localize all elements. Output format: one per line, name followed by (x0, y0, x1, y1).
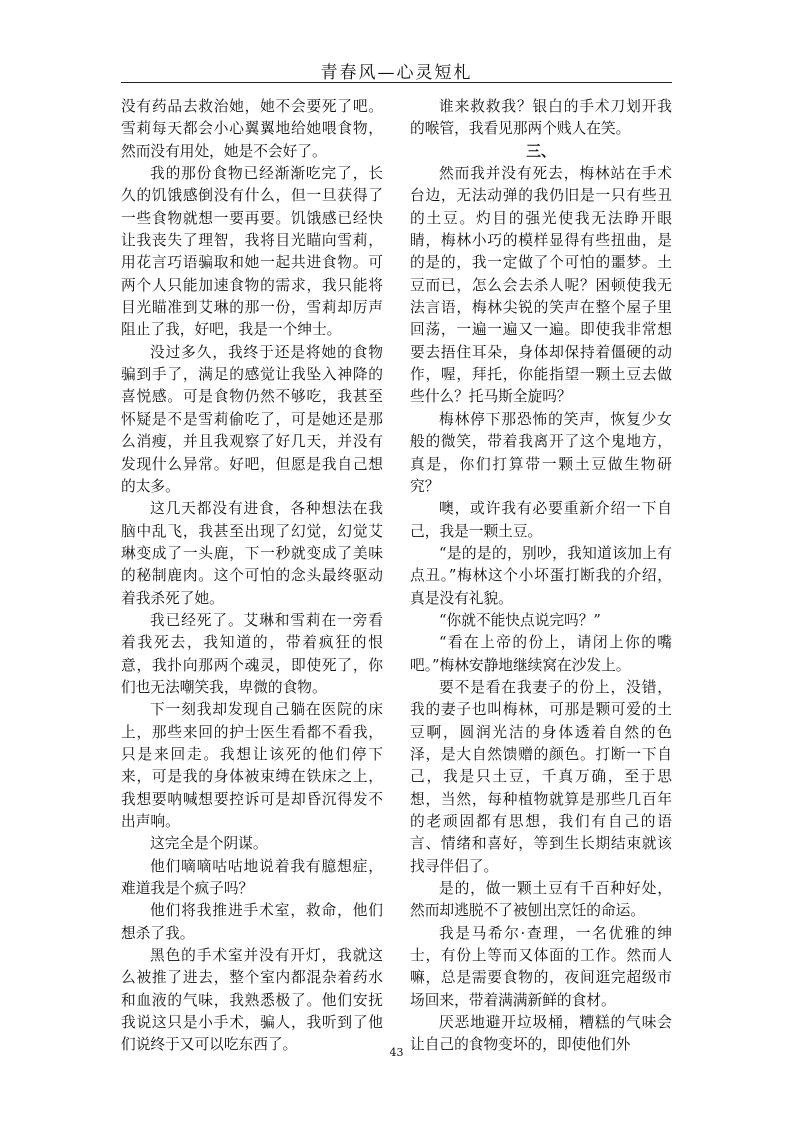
right-column (410, 96, 672, 1057)
paragraph: 我是马希尔·查理，一名优雅的绅士，有份上等而又体面的工作。然而人嘛，总是需要食物的，夜间逛完超级市场回来，带着满满新鲜的食材。 (410, 924, 672, 1009)
paragraph: 这几天都没有进食，各种想法在我脑中乱飞，我甚至出现了幻觉，幻觉艾琳变成了一头鹿，下一秒就变成了美味的秘制鹿肉。这个可怕的念头最终驱动着我杀死了她。 (121, 500, 383, 607)
paragraph: 我已经死了。艾琳和雪莉在一旁看着我死去，我知道的，带着疯狂的恨意，我扑向那两个魂灵，即使死了，你们也无法嘲笑我，卑微的食物。 (121, 611, 383, 696)
paragraph: 要不是看在我妻子的份上，没错，我的妻子也叫梅林，可那是颗可爱的土豆啊，圆润光洁的身体透着自然的色泽，是大自然馈赠的颜色。打断一下自己，我是只土豆，千真万确，至于思想，当然，每种植物就算是那些几百年的老顽固都有思想，我们有自己的语言、情绪和喜好，等到生长期结束就该找寻伴侣了。 (410, 678, 672, 875)
paragraph: 没有药品去救治她，她不会要死了吧。雪莉每天都会小心翼翼地给她喂食物，然而没有用处，她是不会好了。 (121, 98, 383, 160)
paragraph: “你就不能快点说完吗？” (439, 611, 601, 629)
section-heading: 三、 (526, 142, 556, 160)
left-column (121, 96, 383, 1057)
paragraph: 没过多久，我终于还是将她的食物骗到手了，满足的感觉让我坠入神降的喜悦感。可是食物仍然不够吃，我甚至怀疑是不是雪莉偷吃了，可是她还是那么消瘦，并且我观察了好几天，并没有发现什么异常。好吧，但愿是我自己想的太多。 (121, 343, 383, 495)
paragraph: 这完全是个阴谋。 (150, 835, 268, 853)
paragraph: 下一刻我却发现自己躺在医院的床上，那些来回的护士医生看都不看我，只是来回走。我想让该死的他们停下来，可是我的身体被束缚在铁床之上，我想要呐喊想要控诉可是却昏沉得发不出声响。 (121, 701, 383, 830)
paragraph: “看在上帝的份上，请闭上你的嘴吧。”梅林安静地继续窝在沙发上。 (410, 634, 672, 674)
paragraph: 他们将我推进手术室，救命，他们想杀了我。 (121, 902, 383, 942)
paragraph: 谁来救救我？银白的手术刀划开我的喉管，我看见那两个贱人在笑。 (410, 98, 672, 138)
paragraph: 是的，做一颗土豆有千百种好处，然而却逃脱不了被刨出烹饪的命运。 (410, 880, 672, 920)
paragraph: 他们嘀嘀咕咕地说着我有臆想症，难道我是个疯子吗？ (121, 857, 383, 898)
paragraph: “是的是的，别吵，我知道该加上有点丑。”梅林这个小坏蛋打断我的介绍，真是没有礼貌。 (410, 544, 672, 607)
page-number: 43 (389, 1046, 404, 1059)
paragraph: 然而我并没有死去，梅林站在手术台边，无法动弹的我仍旧是一只有些丑的土豆。灼目的强光使我无法睁开眼睛，梅林小巧的模样显得有些扭曲，是的是的，我一定做了个可怕的噩梦。土豆而已，怎么会去杀人呢？困顿使我无法言语，梅林尖锐的笑声在整个屋子里回荡，一遍一遍又一遍。即使我非常想要去捂住耳朵，身体却保持着僵硬的动作，喔，拜托，你能指望一颗土豆去做些什么？托马斯全旋吗？ (410, 165, 672, 406)
running-header-title: 青春风—心灵短札 (320, 63, 473, 83)
paragraph: 厌恶地避开垃圾桶，糟糕的气味会让自己的食物变坏的，即使他们外 (410, 1014, 672, 1054)
paragraph: 黑色的手术室并没有开灯，我就这么被推了进去，整个室内都混杂着药水和血液的气味，我熟悉极了。他们安抚我说这只是小手术，骗人，我听到了他们说终于又可以吃东西了。 (121, 947, 383, 1054)
paragraph: 我的那份食物已经渐渐吃完了，长久的饥饿感倒没有什么，但一旦获得了一些食物就想一要再要。饥饿感已经快让我丧失了理智，我将目光瞄向雪莉，用花言巧语骗取和她一起共进食物。可两个人只能加速食物的需求，我只能将目光瞄准到艾琳的那一份，雪莉却厉声阻止了我，好吧，我是一个绅士。 (121, 165, 383, 339)
paragraph: 梅林停下那恐怖的笑声，恢复少女般的微笑，带着我离开了这个鬼地方，真是，你们打算带一颗土豆做生物研究？ (410, 410, 672, 495)
header-rule (121, 82, 672, 83)
paragraph: 噢，或许我有必要重新介绍一下自己，我是一颗土豆。 (410, 500, 672, 540)
